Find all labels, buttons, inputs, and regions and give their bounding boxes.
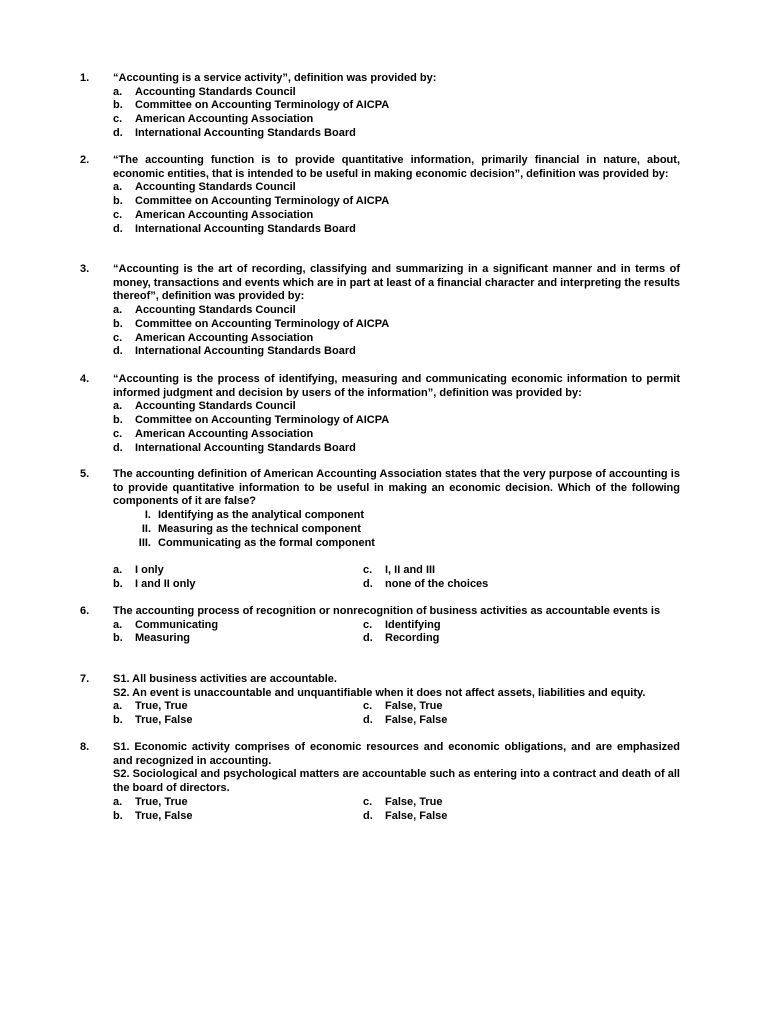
question-5 bbox=[80, 468, 680, 591]
option: c. American Accounting Association bbox=[113, 208, 314, 221]
question-4 bbox=[80, 373, 680, 455]
option: c. Identifying bbox=[363, 618, 441, 631]
question-number: 7. bbox=[80, 673, 90, 685]
option-row bbox=[113, 796, 680, 810]
question-stem: “Accounting is a service activity”, definition was provided by: bbox=[113, 72, 437, 84]
question-stem: “Accounting is the art of recording, classifying and summarizing in a significant manner and in terms of money, transactions and events which are in part at least of a financial character and interpreting the results thereof”, definition was provided by: bbox=[113, 263, 680, 303]
option: d. False, False bbox=[363, 809, 448, 822]
option-row bbox=[113, 700, 680, 714]
question-number: 4. bbox=[80, 373, 90, 385]
question-number: 2. bbox=[80, 154, 90, 166]
roman-item: II. Measuring as the technical component bbox=[141, 522, 361, 535]
option: d. International Accounting Standards Board bbox=[113, 222, 356, 235]
statement-2: S2. An event is unaccountable and unquantifiable when it does not affect assets, liabilities and equity. bbox=[113, 686, 646, 699]
option: d. International Accounting Standards Board bbox=[113, 126, 356, 139]
option: a. Communicating bbox=[113, 618, 219, 631]
option: c. False, True bbox=[363, 795, 443, 808]
option: c. False, True bbox=[363, 700, 443, 713]
option-row bbox=[113, 619, 680, 633]
option: a. I only bbox=[113, 563, 164, 576]
question-number: 3. bbox=[80, 263, 90, 275]
option: a. Accounting Standards Council bbox=[113, 181, 296, 194]
option: b. Committee on Accounting Terminology of AICPA bbox=[113, 99, 390, 112]
option: c. American Accounting Association bbox=[113, 113, 314, 126]
option: a. Accounting Standards Council bbox=[113, 400, 296, 413]
question-stem: “Accounting is the process of identifying, measuring and communicating economic information to permit informed judgment and decision by users of the information”, definition was provided by: bbox=[113, 373, 680, 399]
option: a. True, True bbox=[113, 795, 188, 808]
question-stem: The accounting definition of American Accounting Association states that the very purpose of accounting is to provide quantitative information to be useful in making an economic decision. Which of the following components of it are false? bbox=[113, 468, 680, 508]
question-1 bbox=[80, 72, 680, 141]
question-2 bbox=[80, 154, 680, 236]
option: b. Committee on Accounting Terminology of AICPA bbox=[113, 414, 390, 427]
option: d. Recording bbox=[363, 632, 440, 645]
statement-1: S1. Economic activity comprises of economic resources and economic obligations, and are emphasized and recognized in accounting. bbox=[113, 741, 680, 767]
option: d. International Accounting Standards Board bbox=[113, 441, 356, 454]
option: b. Measuring bbox=[113, 632, 191, 645]
question-7 bbox=[80, 673, 680, 728]
option: a. Accounting Standards Council bbox=[113, 304, 296, 317]
option-row bbox=[113, 714, 680, 728]
option: c. American Accounting Association bbox=[113, 331, 314, 344]
option-row bbox=[113, 564, 680, 578]
option: d. none of the choices bbox=[363, 577, 489, 590]
question-number: 1. bbox=[80, 72, 90, 84]
question-stem: The accounting process of recognition or nonrecognition of business activities as accountable events is bbox=[113, 605, 661, 617]
option: a. True, True bbox=[113, 700, 188, 713]
roman-item: III. Communicating as the formal component bbox=[138, 536, 375, 549]
statement-2: S2. Sociological and psychological matters are accountable such as entering into a contract and death of all the board of directors. bbox=[113, 768, 680, 795]
option: b. Committee on Accounting Terminology of AICPA bbox=[113, 317, 390, 330]
option: d. False, False bbox=[363, 714, 448, 727]
question-number: 8. bbox=[80, 741, 90, 753]
option: d. International Accounting Standards Board bbox=[113, 345, 356, 358]
question-3 bbox=[80, 263, 680, 359]
option-row bbox=[113, 578, 680, 592]
question-8 bbox=[80, 741, 680, 823]
question-number: 6. bbox=[80, 605, 90, 617]
statement-1: S1. All business activities are accountable. bbox=[113, 673, 337, 685]
option: c. American Accounting Association bbox=[113, 427, 314, 440]
option-row bbox=[113, 810, 680, 824]
option: b. True, False bbox=[113, 714, 193, 727]
option-row bbox=[113, 632, 680, 646]
question-6 bbox=[80, 605, 680, 646]
roman-item: I. Identifying as the analytical component bbox=[144, 509, 364, 522]
option: b. True, False bbox=[113, 809, 193, 822]
option: b. I and II only bbox=[113, 577, 196, 590]
question-number: 5. bbox=[80, 468, 90, 480]
option: a. Accounting Standards Council bbox=[113, 85, 296, 98]
option: b. Committee on Accounting Terminology of AICPA bbox=[113, 195, 390, 208]
option: c. I, II and III bbox=[363, 563, 436, 576]
question-stem: “The accounting function is to provide quantitative information, primarily financial in nature, about, economic entities, that is intended to be useful in making economic decision”, definition was provided by: bbox=[113, 154, 680, 180]
